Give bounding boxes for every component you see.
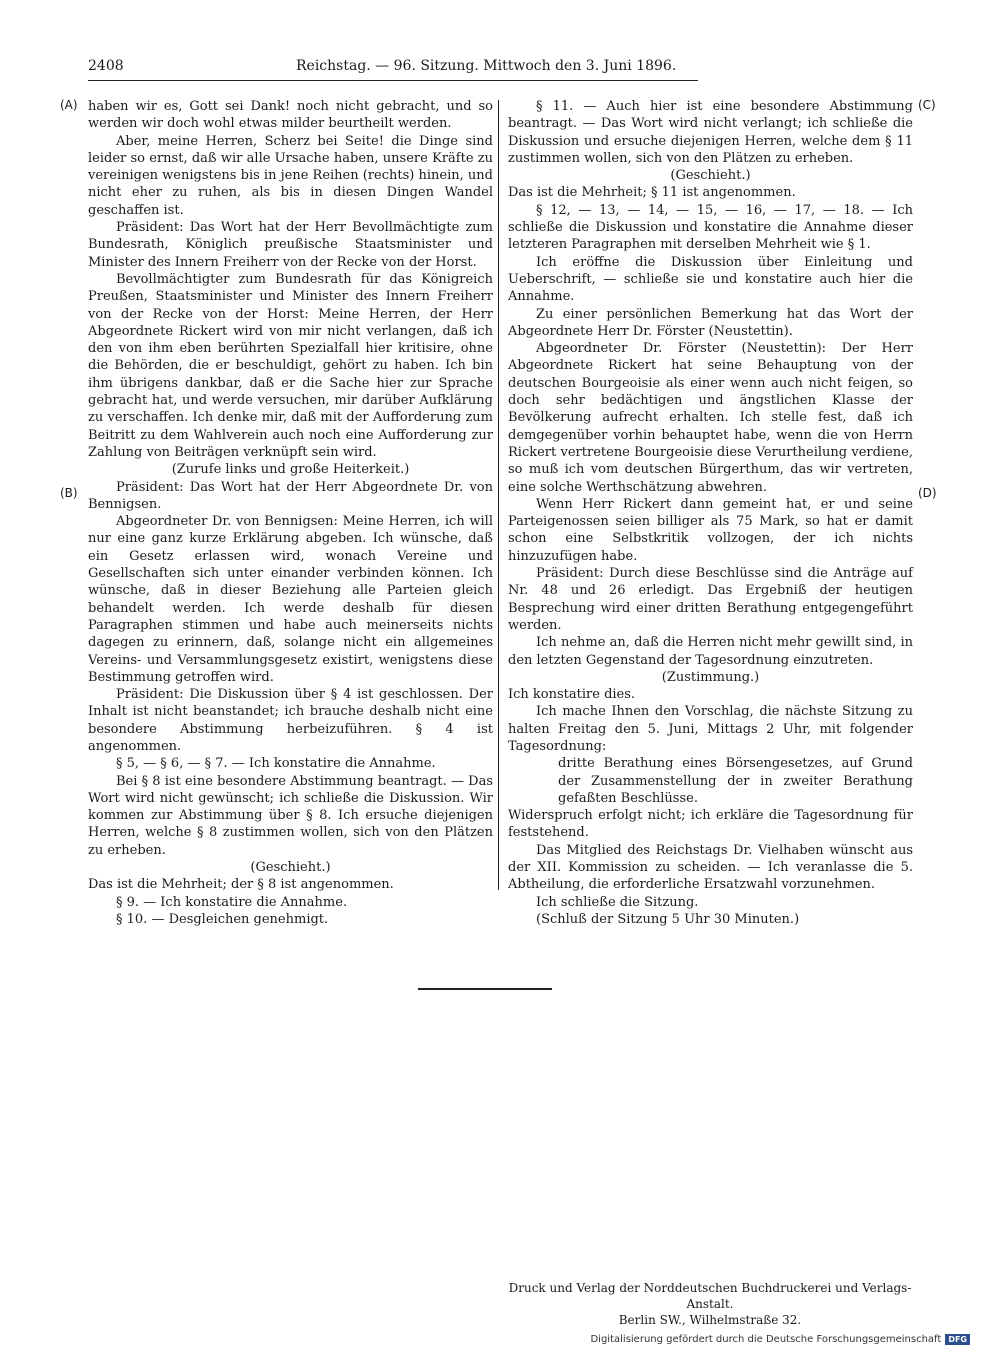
paragraph: § 9. — Ich konstatire die Annahme. — [116, 894, 348, 910]
end-rule — [418, 988, 552, 990]
stage-direction: (Geschieht.) — [250, 860, 331, 876]
paragraph: Das Mitglied des Reichstags Dr. Vielhaben wünscht aus der XII. Kommission zu scheiden. — Ich veranlasse die 5. Abtheilung, die erforderliche Ersatzwahl vorzunehmen. — [508, 842, 913, 893]
margin-marker-a: (A) — [60, 98, 78, 112]
speech-minister: Bevollmächtigter zum Bundesrath für das Königreich Preußen, Staatsminister und Minister des Innern Freiherr von der Recke von der Horst: Meine Herren, der Herr Abgeordnete Rickert wird von mir nicht verlangen, daß ich den von ihm eben berührten Spezialfall hier kritisire, ohne die Behörden, die er beschuldigt, gehört zu haben. Ich bin ihm übrigens dankbar, daß er die Sache hier zur Sprache gebracht hat, und werde versuchen, mir darüber Aufklärung zu verschaffen. Ich denke mir, daß mit der Aufforderung zum Beitritt zu dem Wahlverein auch noch eine Aufforderung zur Zahlung von Beiträgen verknüpft sein wird. — [88, 271, 493, 460]
paragraph: Zu einer persönlichen Bemerkung hat das Wort der Abgeordnete Herr Dr. Förster (Neustettin). — [508, 306, 913, 339]
paragraph: Ich konstatire dies. — [508, 687, 636, 703]
stage-direction: (Geschieht.) — [670, 168, 751, 184]
right-column — [508, 98, 913, 928]
speech-foerster: Abgeordneter Dr. Förster (Neustettin): Der Herr Abgeordnete Rickert hat seine Behauptung von der deutschen Bourgeoisie als einer wenn auch nicht feigen, so doch sehr bedächtigen und ängstlichen Klasse der Bevölkerung aufrecht erhalten. Ich stelle fest, daß ich demgegenüber vorhin behauptet habe, wenn die von Herrn Rickert vertretene Bourgeoisie diese Verurtheilung verdiene, so muß ich vom deutschen Bürgerthum, das wir vertreten, eine solche Werthschätzung abwehren. — [508, 341, 913, 495]
running-title: Reichstag. — 96. Sitzung. Mittwoch den 3. Juni 1896. — [296, 58, 677, 74]
paragraph: § 12, — 13, — 14, — 15, — 16, — 17, — 18. — Ich schließe die Diskussion und konstatire die Annahme dieser letzteren Paragraphen mit derselben Mehrheit wie § 1. — [508, 202, 913, 253]
stage-direction: (Zurufe links und große Heiterkeit.) — [171, 462, 410, 478]
margin-marker-d: (D) — [918, 486, 937, 500]
paragraph: § 10. — Desgleichen genehmigt. — [116, 911, 329, 927]
page-header — [88, 58, 698, 78]
imprint — [505, 1280, 915, 1328]
speech-president: Präsident: Das Wort hat der Herr Bevollmächtigte zum Bundesrath, Königlich preußische Staatsminister und Minister des Innern Freiherr von der Recke von der Horst. — [88, 220, 493, 270]
footer-credit-text: Digitalisierung gefördert durch die Deutsche Forschungsgemeinschaft — [590, 1334, 942, 1345]
paragraph: Bei § 8 ist eine besondere Abstimmung beantragt. — Das Wort wird nicht gewünscht; ich schließe die Diskussion. Wir kommen zur Abstimmung über § 8. Ich ersuche diejenigen Herren, welche § 8 zustimmen wollen, sich von den Plätzen zu erheben. — [88, 773, 493, 858]
paragraph: § 11. — Auch hier ist eine besondere Abstimmung beantragt. — Das Wort wird nicht verlangt; ich schließe die Diskussion und ersuche diejenigen Herren, welche dem § 11 zustimmen wollen, sich von den Plätzen zu erheben. — [508, 99, 913, 166]
speech-president: Präsident: Die Diskussion über § 4 ist geschlossen. Der Inhalt ist nicht beanstandet; ich brauche deshalb nicht eine besondere Abstimmung herbeizuführen. § 4 ist angenommen. — [88, 687, 493, 754]
imprint-line: Druck und Verlag der Norddeutschen Buchdruckerei und Verlags-Anstalt. — [508, 1281, 912, 1311]
imprint-line: Berlin SW., Wilhelmstraße 32. — [618, 1313, 802, 1327]
paragraph: Ich eröffne die Diskussion über Einleitung und Ueberschrift, — schließe sie und konstatire auch hier die Annahme. — [508, 254, 913, 305]
column-divider — [498, 100, 499, 890]
header-rule — [88, 80, 698, 81]
speech-bennigsen: Abgeordneter Dr. von Bennigsen: Meine Herren, ich will nur eine ganz kurze Erklärung abgeben. Ich wünsche, daß ein Gesetz erlassen wird, wonach Vereine und Gesellschaften sich unter einander verbinden können. Ich wünsche, daß in dieser Beziehung alle Parteien gleich behandelt werden. Ich werde deshalb für diesen Paragraphen stimmen und habe auch meinerseits nichts dagegen zu erinnern, daß, solange nicht ein allgemeines Vereins- und Versammlungsgesetz existirt, wenigstens diese Bestimmung getroffen wird. — [88, 514, 493, 685]
speech-president: Präsident: Das Wort hat der Herr Abgeordnete Dr. von Bennigsen. — [88, 479, 493, 512]
closing-note: (Schluß der Sitzung 5 Uhr 30 Minuten.) — [536, 911, 800, 927]
paragraph: Aber, meine Herren, Scherz bei Seite! die Dinge sind leider so ernst, daß wir alle Ursache haben, unsere Kräfte zu vereinigen wenigstens bis in jene Reihen (rechts) hinein, und nicht eher zu ruhen, als bis in diesen Dingen Wandel geschaffen ist. — [88, 133, 493, 218]
stage-direction: (Zustimmung.) — [661, 669, 760, 685]
agenda-item: dritte Berathung eines Börsengesetzes, auf Grund der Zusammenstellung der in zweiter Berathung gefaßten Beschlüsse. — [558, 756, 913, 806]
margin-marker-b: (B) — [60, 486, 78, 500]
margin-marker-c: (C) — [918, 98, 936, 112]
paragraph: Das ist die Mehrheit; § 11 ist angenommen. — [508, 185, 796, 201]
paragraph: Ich nehme an, daß die Herren nicht mehr gewillt sind, in den letzten Gegenstand der Tagesordnung einzutreten. — [508, 635, 913, 668]
paragraph: Das ist die Mehrheit; der § 8 ist angenommen. — [88, 877, 394, 893]
speech-president: Präsident: Durch diese Beschlüsse sind die Anträge auf Nr. 48 und 26 erledigt. Das Ergebniß der heutigen Besprechung wird einer dritten Berathung entgegengeführt werden. — [508, 566, 913, 633]
paragraph: Ich schließe die Sitzung. — [536, 894, 699, 910]
footer-credit — [590, 1334, 970, 1345]
paragraph: Wenn Herr Rickert dann gemeint hat, er und seine Parteigenossen seien billiger als 75 Mark, so hat er damit schon eine Selbstkritik vollzogen, der ich nichts hinzuzufügen habe. — [508, 496, 913, 564]
paragraph: Ich mache Ihnen den Vorschlag, die nächste Sitzung zu halten Freitag den 5. Juni, Mittags 2 Uhr, mit folgender Tagesordnung: — [508, 704, 913, 754]
paragraph: Widerspruch erfolgt nicht; ich erkläre die Tagesordnung für feststehend. — [508, 808, 913, 841]
page-number: 2408 — [88, 58, 124, 74]
paragraph: haben wir es, Gott sei Dank! noch nicht gebracht, und so werden wir doch wohl etwas milder beurtheilt werden. — [88, 99, 493, 132]
dfg-logo-icon: DFG — [945, 1334, 970, 1345]
paragraph: § 5, — § 6, — § 7. — Ich konstatire die Annahme. — [116, 756, 436, 772]
left-column — [88, 98, 493, 928]
